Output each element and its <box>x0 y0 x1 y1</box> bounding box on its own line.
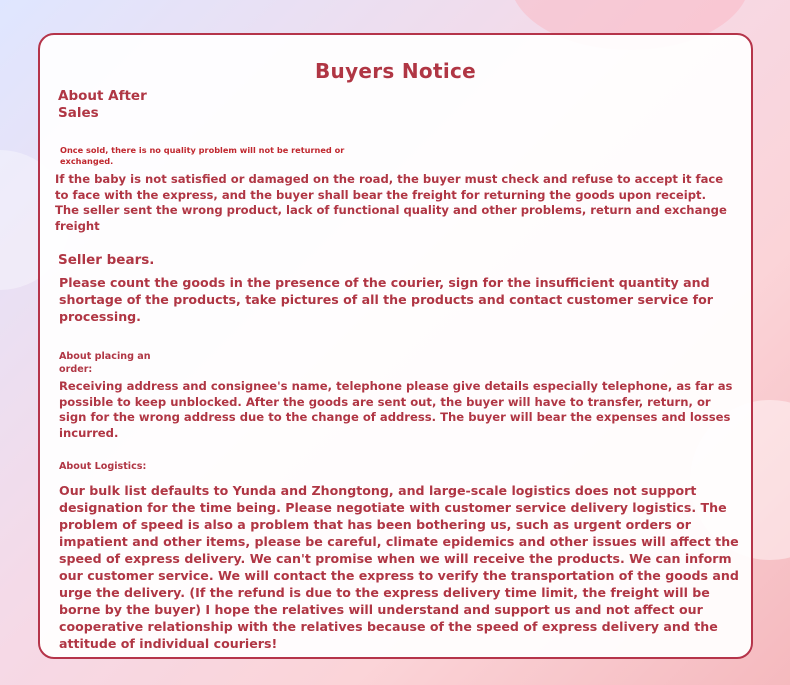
placing-order-paragraph: Receiving address and consignee's name, telephone please give details especially telephone, as far as possible to keep unblocked. After the goods are sent out, the buyer will have to transfer, return, or sign for the wrong address due to the change of address. The buyer will bear the expenses and losses incurred. <box>59 379 733 440</box>
seller-bears-paragraph: Please count the goods in the presence of the courier, sign for the insufficient quantity and shortage of the products, take pictures of all the products and contact customer service for processing. <box>59 275 713 324</box>
logistics-paragraph: Our bulk list defaults to Yunda and Zhongtong, and large-scale logistics does not support designation for the time being. Please negotiate with customer service delivery logistics. The problem of speed is also a problem that has been bothering us, such as urgent orders or impatient and other items, please be careful, climate epidemics and other issues will affect the speed of express delivery. We can't promise when we will receive the products. We can inform our customer service. We will contact the express to verify the transportation of the goods and urge the delivery. (If the refund is due to the express delivery time limit, the freight will be borne by the buyer) I hope the relatives will understand and support us and not affect our cooperative relationship with the relatives because of the speed of express delivery and the attitude of individual couriers! <box>59 483 739 651</box>
after-sales-paragraph: If the baby is not satisfied or damaged on the road, the buyer must check and refuse to accept it face to face with the express, and the buyer shall bear the freight for returning the goods upon receipt. The seller sent the wrong product, lack of functional quality and other problems, return and exchange freight <box>55 172 727 233</box>
logistics-heading: About Logistics: <box>59 461 147 472</box>
notice-title: Buyers Notice <box>314 59 477 83</box>
after-sales-heading: About After Sales <box>58 88 147 121</box>
after-sales-note: Once sold, there is no quality problem will not be returned or exchanged. <box>60 145 345 166</box>
notice-card <box>38 33 753 659</box>
placing-order-heading: About placing an order: <box>59 351 151 375</box>
seller-bears-heading: Seller bears. <box>58 252 155 268</box>
